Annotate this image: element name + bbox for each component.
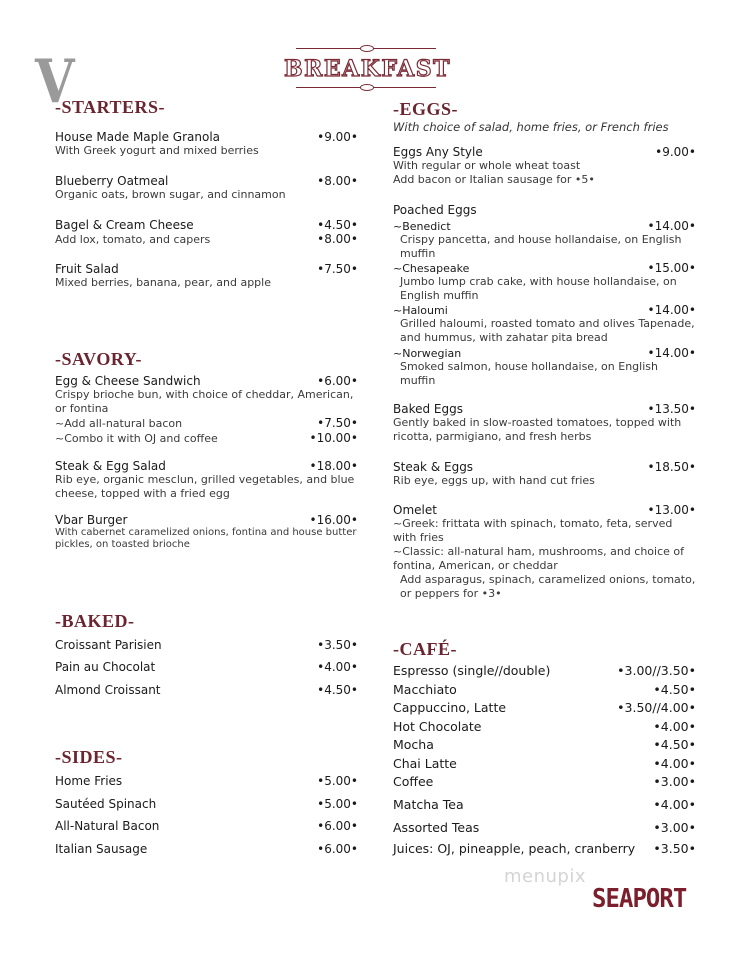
left-column [55, 0, 358, 960]
item-price: •6.00• [317, 374, 358, 388]
item-price: •5.00• [317, 774, 358, 788]
item-name: Coffee [393, 774, 434, 789]
item-name: Chai Latte [393, 756, 457, 771]
menu-item [55, 774, 358, 788]
item-price: •4.50• [653, 682, 696, 697]
menu-item [393, 774, 696, 789]
item-price: •3.00• [653, 774, 696, 789]
item-price: •13.00• [647, 503, 696, 517]
item-name: Steak & Eggs [393, 460, 474, 474]
item-name: Omelet [393, 503, 437, 517]
item-price: •8.00• [317, 174, 358, 188]
item-addon: ~Combo it with OJ and coffee [55, 432, 218, 445]
item-addon-price: •7.50• [317, 416, 358, 430]
menu-item [55, 513, 358, 551]
item-desc: With Greek yogurt and mixed berries [55, 144, 259, 157]
menu-item [393, 145, 696, 187]
page-title: BREAKFAST [284, 56, 451, 82]
item-addon: ~Add all-natural bacon [55, 417, 183, 430]
item-price: •4.00• [653, 756, 696, 771]
item-desc: Rib eye, organic mesclun, grilled vegetables, and blue cheese, topped with a fried egg [55, 473, 355, 500]
menu-item [55, 174, 358, 202]
menu-item [393, 503, 696, 601]
menu-item [393, 402, 696, 444]
item-name: Assorted Teas [393, 820, 480, 835]
subitem-desc: Grilled haloumi, roasted tomato and olives Tapenade, and hummus, with zahatar pita bread [400, 317, 695, 344]
item-desc: With regular or whole wheat toast [393, 159, 581, 172]
item-name: All-Natural Bacon [55, 819, 160, 833]
menu-item [55, 638, 358, 652]
item-price: •7.50• [317, 262, 358, 276]
item-desc: Organic oats, brown sugar, and cinnamon [55, 188, 286, 201]
menu-item [393, 460, 696, 488]
item-name: Cappuccino, Latte [393, 700, 507, 715]
menu-item [393, 737, 696, 752]
item-price: •3.00• [653, 820, 696, 835]
item-desc: Gently baked in slow-roasted tomatoes, topped with ricotta, parmigiano, and fresh herbs [393, 416, 682, 443]
item-desc: Add bacon or Italian sausage for •5• [393, 173, 595, 186]
item-price-addon: •8.00• [317, 232, 358, 246]
menu-item [55, 218, 358, 247]
item-price: •4.50• [317, 683, 358, 697]
section-heading-sides: -SIDES- [55, 747, 123, 767]
item-price: •18.00• [309, 459, 358, 473]
menu-item [393, 682, 696, 697]
item-name: Egg & Cheese Sandwich [55, 374, 201, 388]
item-name: Poached Eggs [393, 203, 477, 217]
item-desc: ~Greek: frittata with spinach, tomato, feta, served with fries [393, 517, 673, 544]
item-name: Vbar Burger [55, 513, 128, 527]
menu-item [55, 262, 358, 290]
item-price: •3.50• [317, 638, 358, 652]
item-desc: Add asparagus, spinach, caramelized onions, tomato, or peppers for •3• [400, 573, 696, 600]
item-name: Bagel & Cream Cheese [55, 218, 194, 232]
item-price: •6.00• [317, 842, 358, 856]
menu-subitem [393, 261, 696, 303]
item-desc: Mixed berries, banana, pear, and apple [55, 276, 271, 289]
item-desc: With cabernet caramelized onions, fontina and house butter pickles, on toasted brioche [55, 527, 357, 550]
brand-logo: SEAPORT [592, 884, 687, 914]
subitem-name: ~Benedict [393, 220, 451, 233]
item-name: Blueberry Oatmeal [55, 174, 169, 188]
menu-item [55, 842, 358, 856]
menu-item [393, 700, 696, 715]
item-name: Almond Croissant [55, 683, 161, 697]
item-name: Eggs Any Style [393, 145, 483, 159]
menu-item [55, 819, 358, 833]
item-price: •6.00• [317, 819, 358, 833]
item-desc: Crispy brioche bun, with choice of cheddar, American, or fontina [55, 388, 354, 415]
subitem-price: •15.00• [647, 261, 696, 275]
menu-subitem [393, 303, 696, 345]
menu-item [55, 797, 358, 811]
subitem-name: ~Haloumi [393, 304, 448, 317]
menu-item [55, 660, 358, 674]
menu-subitem [393, 219, 696, 261]
title-ornament-top [360, 45, 374, 52]
item-name: Steak & Egg Salad [55, 459, 166, 473]
menu-item [393, 203, 696, 217]
item-name: Sautéed Spinach [55, 797, 157, 811]
item-price: •9.00• [317, 130, 358, 144]
item-price: •18.50• [647, 460, 696, 474]
menu-item [55, 683, 358, 697]
item-name: Macchiato [393, 682, 457, 697]
subitem-desc: Jumbo lump crab cake, with house hollandaise, on English muffin [400, 275, 677, 302]
subitem-desc: Smoked salmon, house hollandaise, on English muffin [400, 360, 658, 387]
subitem-price: •14.00• [647, 219, 696, 233]
menu-item [393, 841, 696, 856]
subitem-desc: Crispy pancetta, and house hollandaise, on English muffin [400, 233, 682, 260]
item-name: Juices: OJ, pineapple, peach, cranberry [393, 841, 636, 856]
item-price: •3.50• [653, 841, 696, 856]
section-heading-eggs: -EGGS- [393, 99, 459, 119]
section-heading-savory: -SAVORY- [55, 349, 143, 369]
menu-item [393, 719, 696, 734]
item-price: •4.00• [653, 719, 696, 734]
item-price: •13.50• [647, 402, 696, 416]
item-name: Baked Eggs [393, 402, 463, 416]
item-name: Pain au Chocolat [55, 660, 156, 674]
section-heading-starters: -STARTERS- [55, 97, 166, 117]
subitem-name: ~Chesapeake [393, 262, 470, 275]
item-name: Mocha [393, 737, 434, 752]
menu-item [393, 820, 696, 835]
subitem-price: •14.00• [647, 303, 696, 317]
menu-item [55, 459, 358, 501]
menu-item [393, 756, 696, 771]
item-name: Croissant Parisien [55, 638, 162, 652]
section-heading-baked: -BAKED- [55, 611, 135, 631]
item-name: Matcha Tea [393, 797, 464, 812]
title-ornament-bottom [360, 84, 374, 91]
eggs-note: With choice of salad, home fries, or French fries [393, 120, 669, 134]
menu-item [393, 663, 696, 678]
item-price: •4.50• [653, 737, 696, 752]
item-name: Hot Chocolate [393, 719, 482, 734]
subitem-price: •14.00• [647, 346, 696, 360]
section-heading-cafe: -CAFÉ- [393, 639, 457, 659]
item-price: •16.00• [309, 513, 358, 527]
item-price: •3.50//4.00• [617, 700, 696, 715]
item-desc: Rib eye, eggs up, with hand cut fries [393, 474, 595, 487]
item-price: •3.00//3.50• [617, 663, 696, 678]
item-price: •9.00• [655, 145, 696, 159]
item-price: •4.00• [317, 660, 358, 674]
menu-item [393, 797, 696, 812]
item-desc: Add lox, tomato, and capers [55, 233, 211, 246]
item-name: Home Fries [55, 774, 123, 788]
menu-item [55, 374, 358, 446]
item-desc: ~Classic: all-natural ham, mushrooms, and choice of fontina, American, or cheddar [393, 545, 685, 572]
item-name: Italian Sausage [55, 842, 148, 856]
item-name: House Made Maple Granola [55, 130, 221, 144]
item-price: •4.00• [653, 797, 696, 812]
logo-v: V [35, 47, 75, 117]
subitem-name: ~Norwegian [393, 347, 462, 360]
item-name: Fruit Salad [55, 262, 119, 276]
right-column [393, 0, 696, 960]
item-price: •4.50• [317, 218, 358, 232]
item-addon-price: •10.00• [309, 431, 358, 445]
item-price: •5.00• [317, 797, 358, 811]
watermark: menupix [504, 866, 587, 887]
menu-subitem [393, 346, 696, 388]
menu-item [55, 130, 358, 158]
item-name: Espresso (single//double) [393, 663, 551, 678]
